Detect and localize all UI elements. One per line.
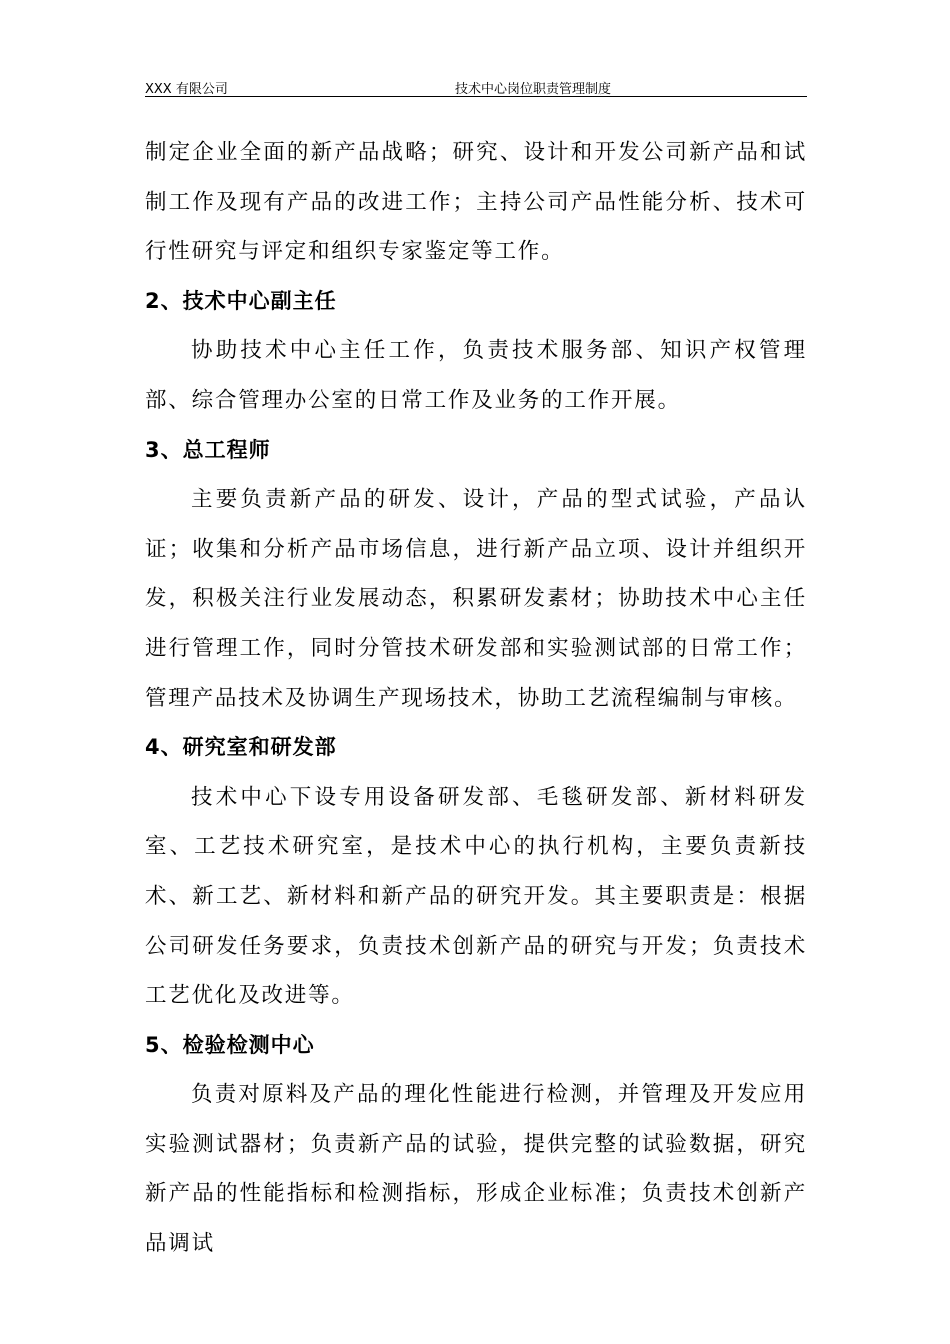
section-heading-research-labs: 4、研究室和研发部 [145, 735, 337, 760]
intro-paragraph: 制定企业全面的新产品战略；研究、设计和开发公司新产品和试制工作及现有产品的改进工作；主持公司产品性能分析、技术可行性研究与评定和组织专家鉴定等工作。 [145, 140, 807, 265]
section-body-research-labs: 技术中心下设专用设备研发部、毛毯研发部、新材料研发室、工艺技术研究室，是技术中心的执行机构，主要负责新技术、新工艺、新材料和新产品的研究开发。其主要职责是：根据公司研发任务要求，负责技术创新产品的研究与开发；负责技术工艺优化及改进等。 [145, 784, 807, 1009]
header-doc-title: 技术中心岗位职责管理制度 [455, 82, 612, 97]
page-header [145, 76, 807, 97]
section-heading-deputy-director: 2、技术中心副主任 [145, 288, 337, 313]
section-body-testing-center: 负责对原料及产品的理化性能进行检测，并管理及开发应用实验测试器材；负责新产品的试验，提供完整的试验数据，研究新产品的性能指标和检测指标，形成企业标准；负责技术创新产品调试 [145, 1082, 807, 1257]
section-heading-testing-center: 5、检验检测中心 [145, 1032, 315, 1057]
section-heading-chief-engineer: 3、总工程师 [145, 437, 271, 462]
document-body [145, 128, 807, 1269]
section-body-deputy-director: 协助技术中心主任工作，负责技术服务部、知识产权管理部、综合管理办公室的日常工作及业务的工作开展。 [145, 338, 807, 413]
header-company: XXX 有限公司 [145, 82, 228, 97]
section-body-chief-engineer: 主要负责新产品的研发、设计，产品的型式试验，产品认证；收集和分析产品市场信息，进行新产品立项、设计并组织开发，积极关注行业发展动态，积累研发素材；协助技术中心主任进行管理工作，同时分管技术研发部和实验测试部的日常工作；管理产品技术及协调生产现场技术，协助工艺流程编制与审核。 [145, 487, 807, 711]
